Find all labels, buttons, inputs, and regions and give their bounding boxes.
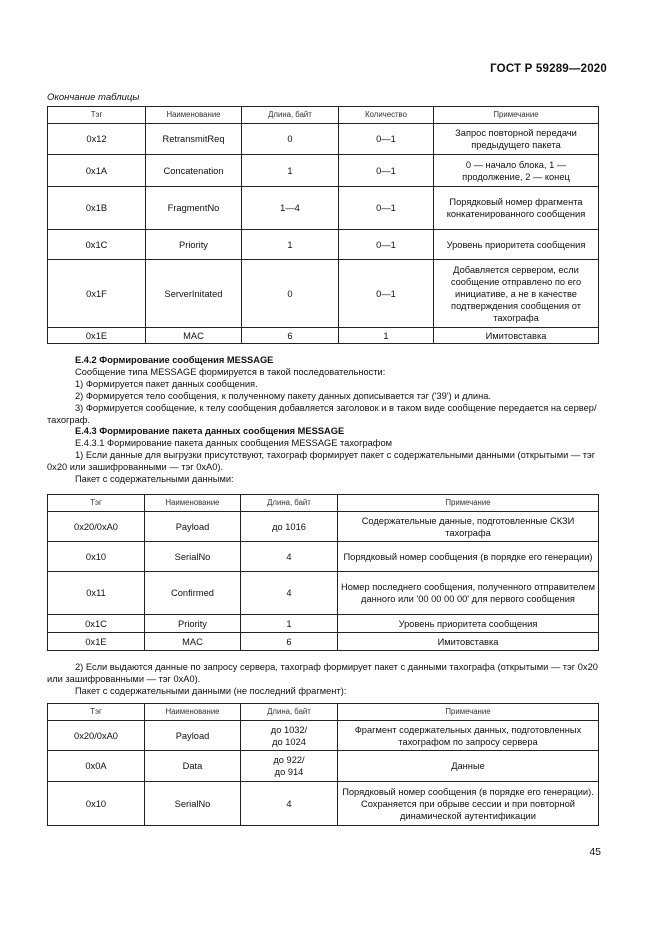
cell: Порядковый номер сообщения (в порядке его генерации). Сохраняется при обрыве сессии и при повторной динамической аутентификации bbox=[338, 782, 599, 826]
cell: 4 bbox=[241, 542, 338, 572]
cell: 0x20/0xA0 bbox=[48, 512, 145, 542]
subsection-heading: Е.4.3.1 Формирование пакета данных сообщения MESSAGE тахографом bbox=[75, 438, 393, 449]
header-cell: Примечание bbox=[338, 495, 599, 512]
cell: Concatenation bbox=[146, 155, 242, 187]
cell: 0x11 bbox=[48, 572, 145, 615]
cell: Payload bbox=[145, 721, 241, 751]
table-header-row bbox=[48, 704, 599, 721]
cell: Уровень приоритета сообщения bbox=[434, 230, 599, 260]
cell: FragmentNo bbox=[146, 187, 242, 230]
table-row bbox=[48, 721, 599, 751]
section-heading: Е.4.3 Формирование пакета данных сообщения MESSAGE bbox=[75, 426, 345, 437]
cell: Порядковый номер фрагмента конкатенированного сообщения bbox=[434, 187, 599, 230]
paragraph: Пакет с содержательными данными (не последний фрагмент): bbox=[75, 685, 347, 696]
header-cell: Примечание bbox=[434, 107, 599, 124]
page-number: 45 bbox=[589, 846, 601, 858]
cell: 1 bbox=[339, 328, 434, 344]
table-row bbox=[48, 328, 599, 344]
cell: 0—1 bbox=[339, 260, 434, 328]
table-row bbox=[48, 542, 599, 572]
cell: MAC bbox=[145, 633, 241, 651]
paragraph: 1) Если данные для выгрузки присутствуют, тахограф формирует пакет с содержательными данными (открытыми — тэг 0x20 или зашифрованными — тэг 0xA0). bbox=[47, 450, 596, 473]
header-cell: Тэг bbox=[48, 107, 146, 124]
cell: 0 — начало блока, 1 — продолжение, 2 — конец bbox=[434, 155, 599, 187]
table-row bbox=[48, 751, 599, 782]
cell: 0—1 bbox=[339, 187, 434, 230]
header-cell: Наименование bbox=[145, 495, 241, 512]
paragraph: Сообщение типа MESSAGE формируется в такой последовательности: bbox=[75, 366, 386, 377]
cell: 0x1F bbox=[48, 260, 146, 328]
section-heading: Е.4.2 Формирование сообщения MESSAGE bbox=[75, 355, 274, 365]
cell: Номер последнего сообщения, полученного отправителем данного или '00 00 00 00' для первого сообщения bbox=[338, 572, 599, 615]
table-caption: Окончание таблицы bbox=[47, 92, 140, 103]
cell: 0x1C bbox=[48, 230, 146, 260]
table-row bbox=[48, 572, 599, 615]
cell: Priority bbox=[145, 615, 241, 633]
cell: 0—1 bbox=[339, 155, 434, 187]
table-row bbox=[48, 230, 599, 260]
cell: Уровень приоритета сообщения bbox=[338, 615, 599, 633]
table-message-packet bbox=[47, 494, 599, 651]
paragraph: 3) Формируется сообщение, к телу сообщения добавляется заголовок и в таком виде сообщение передается на сервер/тахограф. bbox=[47, 402, 597, 425]
cell: 0—1 bbox=[339, 230, 434, 260]
section-e42 bbox=[47, 355, 598, 486]
header-cell: Длина, байт bbox=[242, 107, 339, 124]
table-row bbox=[48, 155, 599, 187]
paragraph: 2) Если выдаются данные по запросу сервера, тахограф формирует пакет с данными тахографа (открытыми — тэг 0x20 или зашифрованными — тэг 0xA0). bbox=[47, 662, 598, 684]
cell: 1 bbox=[242, 230, 339, 260]
cell: 6 bbox=[241, 633, 338, 651]
cell: 0x20/0xA0 bbox=[48, 721, 145, 751]
cell: 0x1E bbox=[48, 633, 145, 651]
standard-number: ГОСТ Р 59289—2020 bbox=[490, 63, 607, 75]
cell: до 922/ до 914 bbox=[241, 751, 338, 782]
cell: Data bbox=[145, 751, 241, 782]
cell: 1—4 bbox=[242, 187, 339, 230]
paragraph: 2) Формируется тело сообщения, к полученному пакету данных дописывается тэг ('39') и длина. bbox=[75, 390, 491, 401]
table-header-row bbox=[48, 495, 599, 512]
cell: Добавляется сервером, если сообщение отправлено по его инициативе, а не в качестве подтверждения сообщения от тахографа bbox=[434, 260, 599, 328]
cell: Confirmed bbox=[145, 572, 241, 615]
table-row bbox=[48, 782, 599, 826]
cell: 0x10 bbox=[48, 782, 145, 826]
table-row bbox=[48, 512, 599, 542]
cell: до 1032/ до 1024 bbox=[241, 721, 338, 751]
header-cell: Примечание bbox=[338, 704, 599, 721]
cell: Фрагмент содержательных данных, подготовленных тахографом по запросу сервера bbox=[338, 721, 599, 751]
cell: Priority bbox=[146, 230, 242, 260]
cell: ServerInitated bbox=[146, 260, 242, 328]
header-cell: Длина, байт bbox=[241, 495, 338, 512]
cell: 0x1C bbox=[48, 615, 145, 633]
cell: 0x10 bbox=[48, 542, 145, 572]
table-row bbox=[48, 633, 599, 651]
cell: 0 bbox=[242, 260, 339, 328]
cell: 0x1B bbox=[48, 187, 146, 230]
table-row bbox=[48, 615, 599, 633]
table-fragment-packet bbox=[47, 703, 599, 826]
header-cell: Количество bbox=[339, 107, 434, 124]
cell: SerialNo bbox=[145, 782, 241, 826]
cell: Имитовставка bbox=[434, 328, 599, 344]
cell: 1 bbox=[241, 615, 338, 633]
paragraph: 1) Формируется пакет данных сообщения. bbox=[75, 378, 258, 389]
cell: 4 bbox=[241, 572, 338, 615]
cell: Порядковый номер сообщения (в порядке его генерации) bbox=[338, 542, 599, 572]
cell: RetransmitReq bbox=[146, 124, 242, 155]
cell: 4 bbox=[241, 782, 338, 826]
header-cell: Наименование bbox=[146, 107, 242, 124]
table-header-row bbox=[48, 107, 599, 124]
table-row bbox=[48, 124, 599, 155]
cell: до 1016 bbox=[241, 512, 338, 542]
header-cell: Тэг bbox=[48, 495, 145, 512]
header-cell: Тэг bbox=[48, 704, 145, 721]
cell: 0x1A bbox=[48, 155, 146, 187]
cell: Содержательные данные, подготовленные СКЗИ тахографа bbox=[338, 512, 599, 542]
cell: Payload bbox=[145, 512, 241, 542]
cell: 0x0A bbox=[48, 751, 145, 782]
cell: 0—1 bbox=[339, 124, 434, 155]
header-cell: Длина, байт bbox=[241, 704, 338, 721]
table-row bbox=[48, 187, 599, 230]
cell: Запрос повторной передачи предыдущего пакета bbox=[434, 124, 599, 155]
section-server-request bbox=[47, 662, 598, 698]
header-cell: Наименование bbox=[145, 704, 241, 721]
cell: 0x12 bbox=[48, 124, 146, 155]
cell: 0x1E bbox=[48, 328, 146, 344]
cell: 0 bbox=[242, 124, 339, 155]
paragraph: Пакет с содержательными данными: bbox=[75, 474, 234, 485]
cell: 6 bbox=[242, 328, 339, 344]
cell: 1 bbox=[242, 155, 339, 187]
cell: MAC bbox=[146, 328, 242, 344]
cell: Имитовставка bbox=[338, 633, 599, 651]
table-row bbox=[48, 260, 599, 328]
cell: Данные bbox=[338, 751, 599, 782]
cell: SerialNo bbox=[145, 542, 241, 572]
table-continuation bbox=[47, 106, 599, 344]
